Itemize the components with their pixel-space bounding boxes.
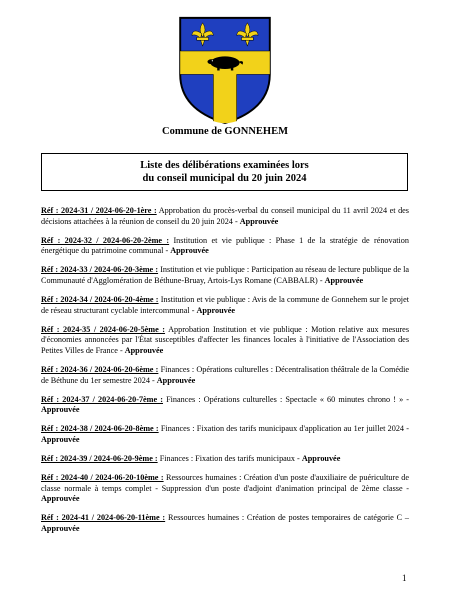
entry-status: Approuvée xyxy=(196,305,236,315)
document-title-box xyxy=(41,153,408,191)
deliberation-entry xyxy=(41,325,409,357)
deliberation-entry xyxy=(41,473,409,505)
deliberation-entry xyxy=(41,295,409,316)
entry-text: Institution et vie publique : Phase 1 de la stratégie de rénovation énergétique du patrimoine communal - xyxy=(41,235,409,256)
deliberation-entry xyxy=(41,265,409,286)
entry-reference: Réf : 2024-31 / 2024-06-20-1ère : xyxy=(41,206,157,215)
entry-reference: Réf : 2024-36 / 2024-06-20-6ème : xyxy=(41,365,159,375)
deliberation-entry xyxy=(41,206,409,227)
entry-reference: Réf : 2024-37 / 2024-06-20-7ème : xyxy=(41,394,163,404)
deliberation-entry xyxy=(41,424,409,445)
entry-reference: Réf : 2024-35 / 2024-06-20-5ème : xyxy=(41,324,166,334)
entry-status: Approuvée xyxy=(41,435,80,444)
entry-text: Finances : Opérations culturelles : Spectacle « 60 minutes chrono ! » - xyxy=(162,394,409,404)
entry-status: Approuvée xyxy=(41,524,80,534)
page-number: 1 xyxy=(402,573,407,583)
entry-text: Finances : Fixation des tarifs municipaux d'application au 1er juillet 2024 - xyxy=(158,424,409,434)
entry-status: Approuvée xyxy=(170,246,209,256)
deliberation-list xyxy=(41,206,409,543)
entry-status: Approuvée xyxy=(156,375,196,385)
deliberation-entry xyxy=(41,454,409,465)
title-line-1: Liste des délibérations examinées lors xyxy=(140,160,309,171)
entry-reference: Réf : 2024-39 / 2024-06-20-9ème : xyxy=(41,454,158,464)
coat-of-arms-icon xyxy=(176,14,274,126)
deliberation-entry xyxy=(41,513,409,534)
title-line-2: du conseil municipal du 20 juin 2024 xyxy=(142,173,307,184)
entry-text: Institution et vie publique : Avis de la commune de Gonnehem sur le projet de réseau structurant cyclable intercommunal - xyxy=(41,295,409,315)
entry-text: Ressources humaines : Création d'un poste d'auxiliaire de puériculture de classe normale à temps complet - Suppression d'un poste d'adjoint d'animation principal de 2ème classe - xyxy=(41,473,409,493)
entry-text: Institution et vie publique : Participation au réseau de lecture publique de la Communauté d'Agglomération de Béthune-Bruay, Artois-Lys Romane (CABBALR) - xyxy=(41,265,410,285)
entry-status: Approuvée xyxy=(124,345,164,355)
commune-name: Commune de GONNEHEM xyxy=(162,126,288,137)
deliberation-entry xyxy=(41,365,409,386)
entry-status: Approuvée xyxy=(41,405,80,415)
entry-status: Approuvée xyxy=(239,216,279,226)
entry-text: Approbation Institution et vie publique : Motion relative aux mesures d'économies annoncées par l'État susceptibles d'affecter les finances locales à l'initiative de l'Association des Petites Villes de France - xyxy=(41,324,410,355)
entry-text: Approbation du procès-verbal du conseil municipal du 11 avril 2024 et des décisions attachées à la réunion de conseil du 20 juin 2024 - xyxy=(41,206,409,226)
deliberation-entry xyxy=(41,236,409,257)
entry-text: Ressources humaines : Création de postes temporaires de catégorie C – xyxy=(165,513,409,523)
entry-reference: Réf : 2024-34 / 2024-06-20-4ème : xyxy=(41,295,159,305)
entry-status: Approuvée xyxy=(41,494,80,504)
entry-status: Approuvée xyxy=(324,275,364,285)
entry-status: Approuvée xyxy=(301,454,341,464)
entry-reference: Réf : 2024-41 / 2024-06-20-11ème : xyxy=(41,513,166,523)
deliberation-entry xyxy=(41,395,409,416)
entry-reference: Réf : 2024-32 / 2024-06-20-2ème : xyxy=(41,235,170,245)
entry-text: Finances : Fixation des tarifs municipaux - xyxy=(157,454,302,464)
entry-reference: Réf : 2024-40 / 2024-06-20-10ème : xyxy=(41,473,164,483)
entry-text: Finances : Opérations culturelles : Décentralisation théâtrale de la Comédie de Béthune du 1er semestre 2024 - xyxy=(41,365,409,385)
entry-reference: Réf : 2024-33 / 2024-06-20-3ème : xyxy=(41,265,159,275)
entry-reference: Réf : 2024-38 / 2024-06-20-8ème : xyxy=(41,424,159,434)
